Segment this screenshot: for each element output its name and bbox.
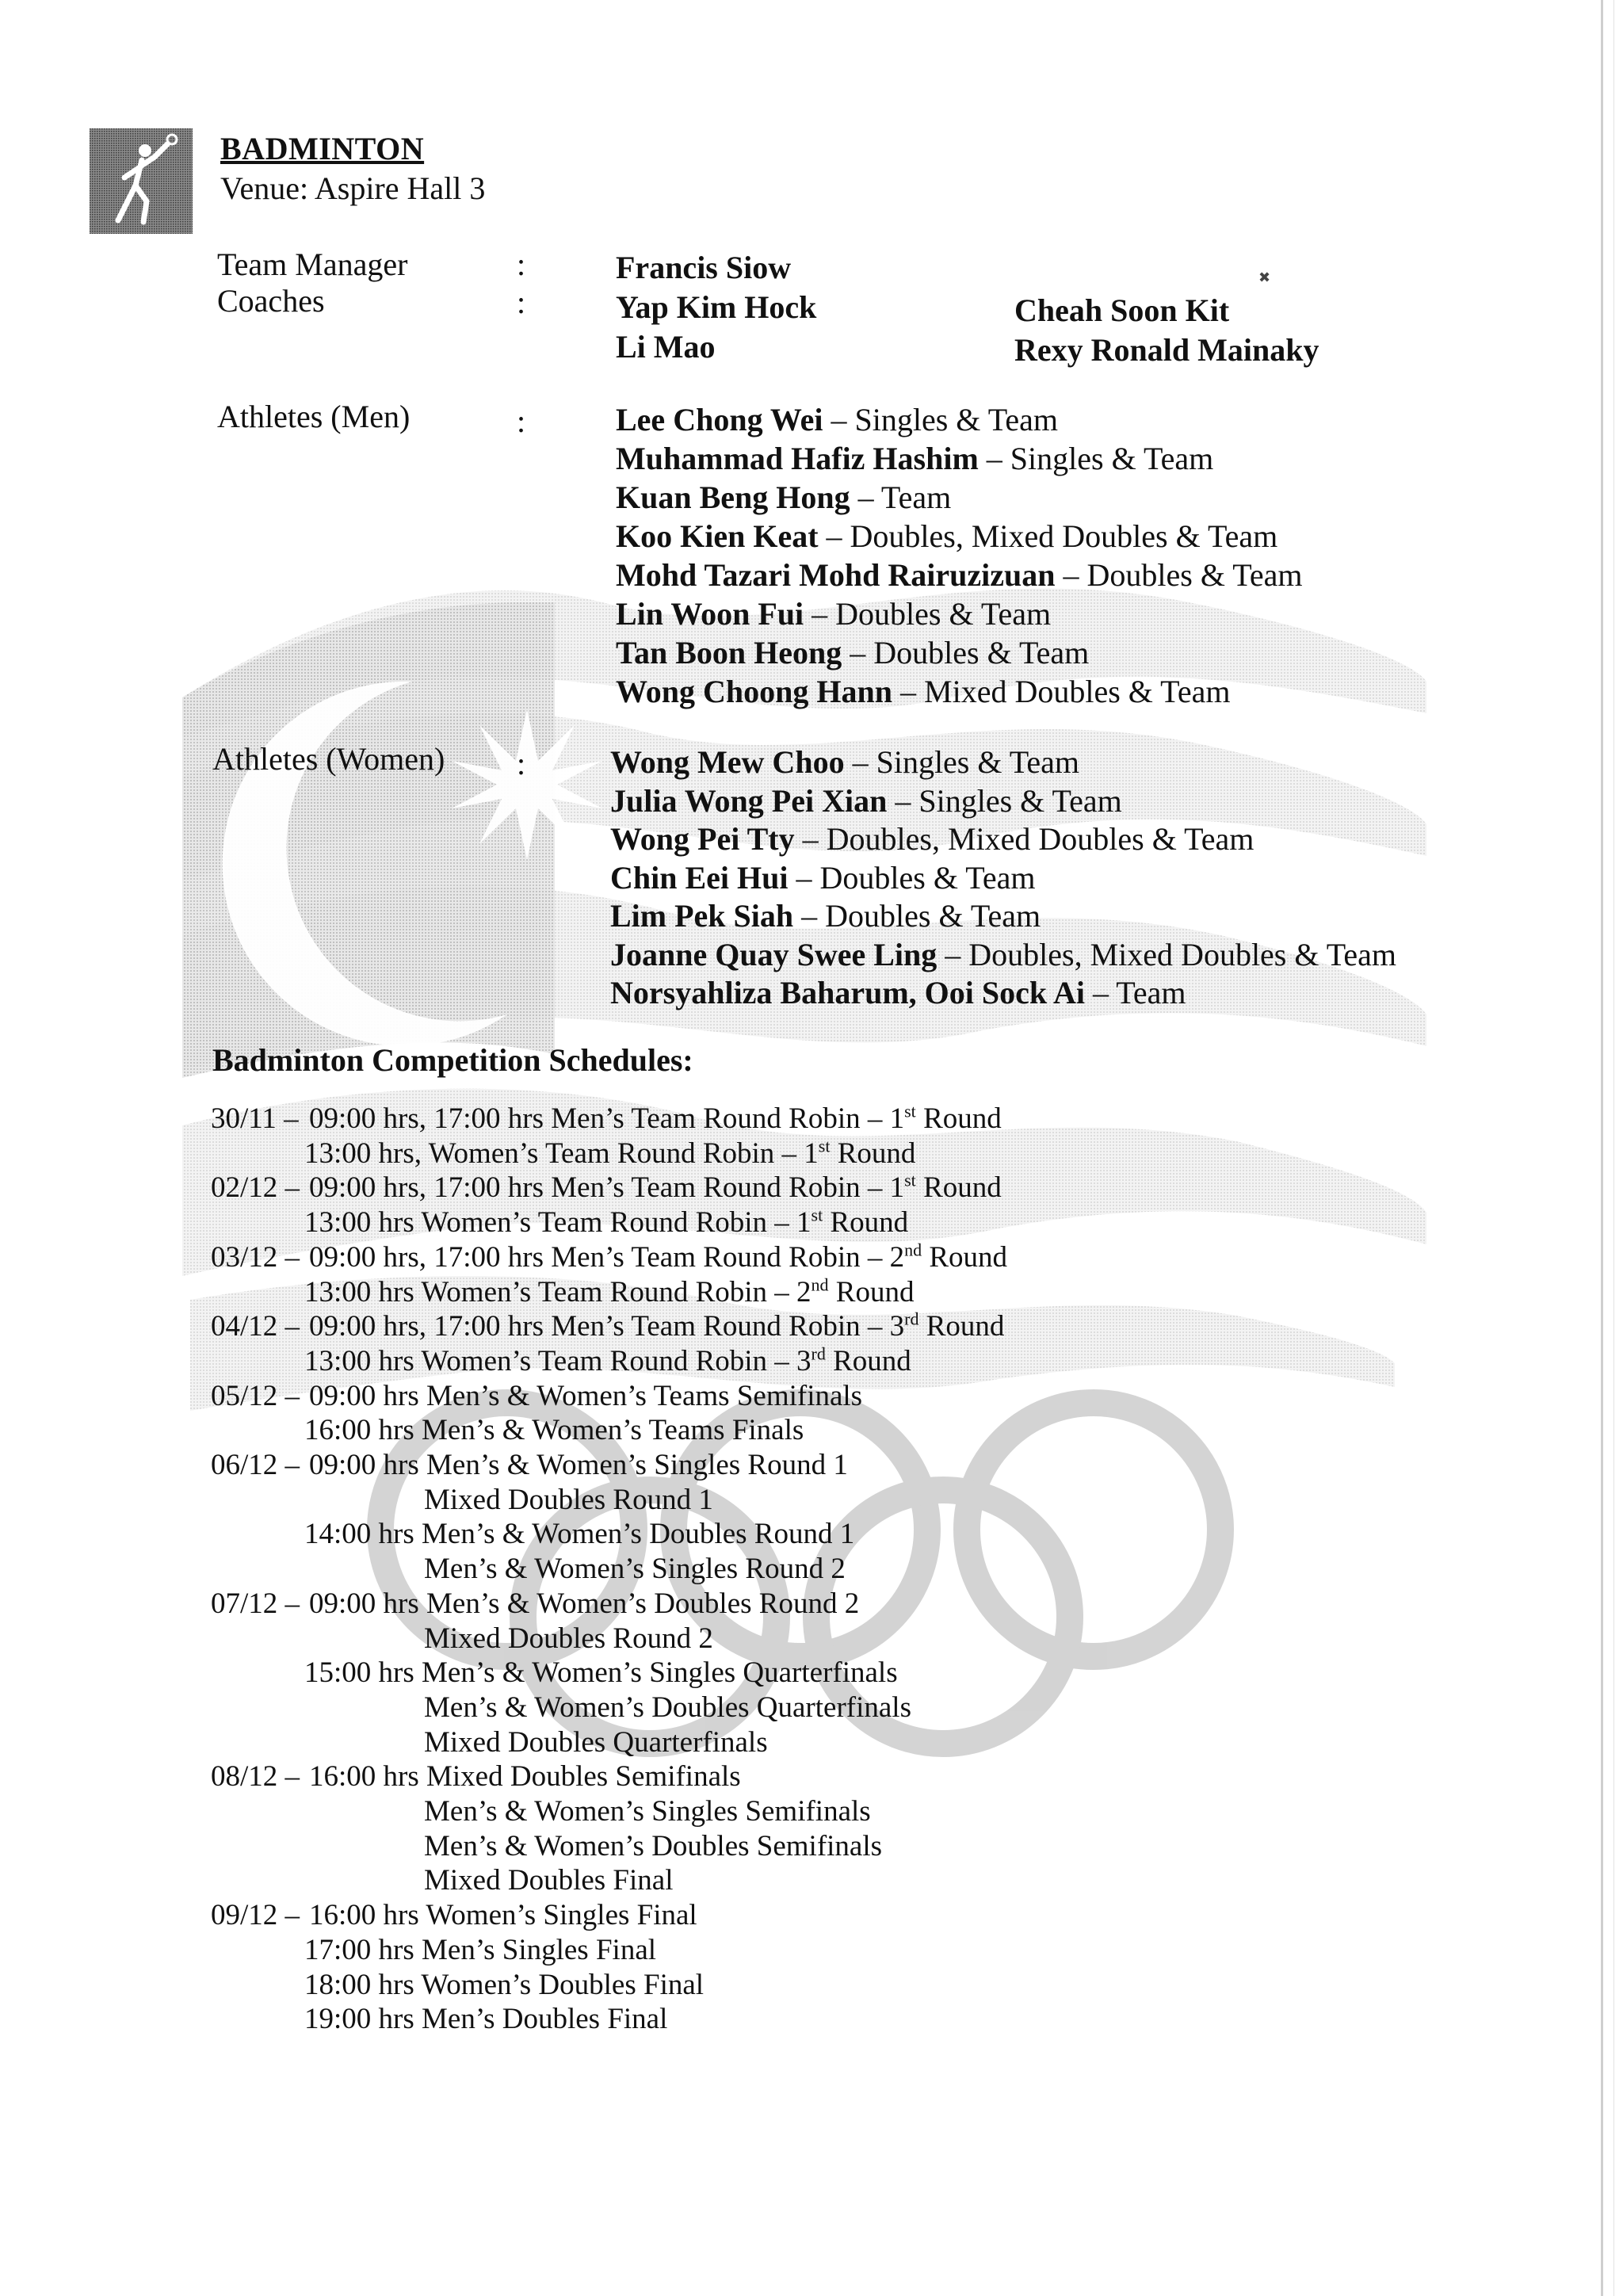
schedule-time: 14:00 hrs [304, 1518, 422, 1551]
schedule-date: 08/12 – [211, 1760, 300, 1794]
athlete-name: Lee Chong Wei [616, 402, 823, 437]
schedule-event: Mixed Doubles Quarterfinals [424, 1725, 768, 1759]
schedule-event: Mixed Doubles Round 2 [424, 1622, 713, 1655]
schedule-event: Women’s Doubles Final [421, 1968, 705, 2001]
schedule-time: 16:00 hrs [309, 1899, 426, 1932]
athlete-entry [616, 595, 1051, 632]
schedule-date: 04/12 – [211, 1310, 300, 1343]
athlete-entry [616, 556, 1303, 594]
schedule-event-tail: Round [915, 1171, 1002, 1205]
schedule-event-tail: Round [828, 1275, 915, 1308]
schedule-time: 09:00 hrs [309, 1587, 426, 1620]
schedule-line [424, 1863, 673, 1897]
schedule-event: Men’s Doubles Final [422, 2003, 668, 2036]
schedule-line [309, 1448, 848, 1482]
schedule-event: Men’s & Women’s Singles Round 1 [426, 1449, 848, 1481]
athlete-entry [610, 897, 1041, 934]
athlete-events: – Singles & Team [887, 782, 1122, 819]
schedule-time: 16:00 hrs [304, 1414, 422, 1447]
schedule-line [304, 1933, 656, 1967]
schedule-line [309, 1240, 1007, 1274]
schedule-event-tail: Round [918, 1310, 1005, 1343]
schedule-line [424, 1552, 846, 1586]
schedule-time: 13:00 hrs [304, 1344, 422, 1377]
schedule-event: Men’s Team Round Robin – 1 [551, 1171, 905, 1205]
schedule-time: 09:00 hrs, 17:00 hrs [309, 1240, 552, 1274]
schedule-event: Women’s Singles Final [426, 1899, 697, 1932]
athlete-name: Joanne Quay Swee Ling [610, 936, 938, 972]
schedule-line [304, 1275, 914, 1309]
athlete-name: Kuan Beng Hong [616, 479, 850, 515]
sport-title: BADMINTON [220, 131, 425, 166]
athlete-name: Norsyahliza Baharum, Ooi Sock Ai [610, 975, 1085, 1010]
athlete-entry [610, 974, 1186, 1011]
schedule-line [424, 1829, 882, 1863]
schedule-line [424, 1725, 768, 1759]
colon: : [517, 746, 526, 781]
schedule-event: Men’s & Women’s Singles Semifinals [424, 1795, 871, 1828]
athlete-name: Wong Pei Tty [610, 821, 795, 857]
schedule-event: Men’s & Women’s Doubles Round 2 [426, 1587, 860, 1620]
colon: : [517, 246, 526, 282]
schedule-time: 15:00 hrs [304, 1656, 422, 1690]
schedule-line [309, 1587, 859, 1621]
schedule-event: Women’s Team Round Robin – 1 [428, 1137, 819, 1170]
schedule-time: 09:00 hrs [309, 1379, 426, 1412]
athletes-men-label: Athletes (Men) [217, 399, 411, 434]
schedule-line [424, 1690, 911, 1725]
schedule-line [424, 1794, 871, 1828]
athlete-events: – Singles & Team [978, 441, 1214, 476]
schedule-event: Men’s & Women’s Singles Quarterfinals [422, 1656, 898, 1690]
schedule-time: 17:00 hrs [304, 1933, 422, 1966]
athlete-name: Wong Choong Hann [616, 674, 893, 709]
venue-line: Venue: Aspire Hall 3 [220, 170, 486, 206]
athlete-entry [616, 518, 1277, 555]
schedule-event: Mixed Doubles Round 1 [424, 1483, 713, 1516]
schedule-line [304, 1656, 898, 1690]
ordinal-suffix: st [818, 1136, 831, 1156]
ordinal-suffix: st [904, 1171, 916, 1191]
schedule-event: Women’s Team Round Robin – 2 [421, 1275, 812, 1308]
ordinal-suffix: nd [904, 1240, 922, 1260]
badminton-player-icon [90, 128, 193, 234]
schedule-time: 09:00 hrs, 17:00 hrs [309, 1102, 552, 1135]
team-manager-label: Team Manager [217, 246, 408, 282]
athlete-entry [616, 673, 1230, 710]
schedule-title: Badminton Competition Schedules: [212, 1042, 693, 1078]
schedule-event-tail: Round [830, 1137, 916, 1170]
ordinal-suffix: st [904, 1101, 916, 1121]
athlete-name: Chin Eei Hui [610, 859, 789, 896]
schedule-event-tail: Round [915, 1102, 1002, 1135]
athlete-events: – Singles & Team [823, 402, 1058, 437]
schedule-event: Men’s Team Round Robin – 1 [551, 1102, 905, 1135]
athlete-entry [610, 859, 1036, 896]
athlete-events: – Doubles, Mixed Doubles & Team [794, 821, 1254, 857]
schedule-event: Women’s Team Round Robin – 3 [421, 1344, 812, 1377]
schedule-event: Men’s Team Round Robin – 3 [551, 1310, 905, 1343]
schedule-event: Men’s & Women’s Teams Semifinals [426, 1379, 863, 1412]
schedule-event-tail: Round [825, 1344, 911, 1377]
athlete-name: Koo Kien Keat [616, 518, 819, 554]
athlete-entry [616, 634, 1089, 671]
schedule-date: 09/12 – [211, 1899, 300, 1932]
colon: : [517, 285, 526, 320]
schedule-line [309, 1171, 1002, 1205]
ordinal-suffix: rd [811, 1343, 826, 1364]
schedule-line [309, 1309, 1004, 1343]
schedule-line [304, 1344, 911, 1378]
schedule-time: 19:00 hrs [304, 2003, 422, 2036]
colon: : [517, 403, 526, 439]
schedule-line [309, 1102, 1002, 1136]
athlete-events: – Doubles, Mixed Doubles & Team [937, 936, 1397, 972]
coach-name: Rexy Ronald Mainaky [1014, 332, 1319, 368]
athlete-name: Tan Boon Heong [616, 635, 842, 670]
schedule-line [304, 1968, 704, 2002]
schedule-event: Mixed Doubles Semifinals [426, 1760, 741, 1794]
schedule-time: 16:00 hrs [309, 1760, 426, 1794]
schedule-time: 13:00 hrs, [304, 1137, 429, 1170]
schedule-event: Men’s & Women’s Doubles Round 1 [422, 1518, 855, 1551]
athlete-entry [616, 401, 1058, 438]
athlete-name: Julia Wong Pei Xian [610, 782, 888, 819]
schedule-event: Women’s Team Round Robin – 1 [421, 1206, 812, 1240]
athlete-name: Mohd Tazari Mohd Rairuzizuan [616, 557, 1056, 593]
athlete-events: – Doubles & Team [804, 596, 1052, 632]
schedule-line [424, 1483, 713, 1517]
athlete-events: – Doubles & Team [788, 859, 1036, 896]
athlete-entry [616, 440, 1213, 477]
schedule-event: Men’s Singles Final [422, 1933, 657, 1966]
schedule-time: 09:00 hrs [309, 1449, 426, 1481]
schedule-date: 30/11 – [211, 1102, 299, 1135]
schedule-time: 09:00 hrs, 17:00 hrs [309, 1171, 552, 1205]
schedule-line [309, 1379, 862, 1413]
ordinal-suffix: rd [904, 1308, 919, 1329]
schedule-line [304, 1205, 908, 1240]
schedule-event-tail: Round [823, 1206, 909, 1240]
athlete-events: – Doubles & Team [1055, 557, 1303, 593]
athletes-women-label: Athletes (Women) [212, 741, 445, 777]
schedule-date: 06/12 – [211, 1449, 300, 1481]
schedule-event: Men’s & Women’s Singles Round 2 [424, 1553, 846, 1586]
ordinal-suffix: st [811, 1205, 823, 1225]
schedule-line [309, 1898, 697, 1932]
athlete-events: – Mixed Doubles & Team [892, 674, 1231, 709]
athlete-events: – Singles & Team [844, 744, 1080, 780]
schedule-line [424, 1622, 713, 1656]
athlete-name: Lim Pek Siah [610, 898, 794, 934]
schedule-date: 07/12 – [211, 1587, 300, 1620]
athlete-name: Muhammad Hafiz Hashim [616, 441, 979, 476]
athlete-entry [610, 936, 1396, 973]
schedule-line [304, 1137, 915, 1171]
schedule-line [304, 1413, 804, 1447]
athlete-events: – Doubles & Team [842, 635, 1090, 670]
coach-name: Cheah Soon Kit [1014, 292, 1230, 328]
athlete-name: Lin Woon Fui [616, 596, 804, 632]
schedule-event: Men’s & Women’s Doubles Semifinals [424, 1829, 883, 1862]
athlete-entry [610, 820, 1254, 858]
athlete-entry [616, 479, 951, 516]
athlete-entry [610, 743, 1079, 781]
ordinal-suffix: nd [811, 1274, 829, 1295]
schedule-time: 13:00 hrs [304, 1206, 422, 1240]
athlete-events: – Doubles & Team [793, 898, 1041, 934]
schedule-date: 02/12 – [211, 1171, 300, 1205]
coach-name: Yap Kim Hock [616, 289, 817, 325]
schedule-line [304, 2002, 667, 2036]
schedule-time: 09:00 hrs, 17:00 hrs [309, 1310, 552, 1343]
stray-mark: ✖ [1258, 269, 1271, 285]
schedule-event: Men’s & Women’s Doubles Quarterfinals [424, 1690, 911, 1724]
schedule-time: 13:00 hrs [304, 1275, 422, 1308]
athlete-entry [610, 782, 1122, 819]
schedule-time: 18:00 hrs [304, 1968, 422, 2001]
schedule-line [304, 1517, 854, 1551]
schedule-line [309, 1759, 741, 1794]
team-manager-name: Francis Siow [616, 250, 792, 285]
athlete-events: – Team [1084, 975, 1186, 1010]
schedule-event: Men’s Team Round Robin – 2 [551, 1240, 905, 1274]
athlete-events: – Team [850, 479, 952, 515]
schedule-date: 03/12 – [211, 1240, 300, 1274]
schedule-event: Mixed Doubles Final [424, 1864, 674, 1897]
schedule-date: 05/12 – [211, 1379, 300, 1412]
schedule-event: Men’s & Women’s Teams Finals [422, 1414, 804, 1447]
coach-name: Li Mao [616, 329, 716, 365]
schedule-event-tail: Round [922, 1240, 1008, 1274]
athlete-name: Wong Mew Choo [610, 744, 845, 780]
athlete-events: – Doubles, Mixed Doubles & Team [818, 518, 1278, 554]
coaches-label: Coaches [217, 283, 325, 319]
